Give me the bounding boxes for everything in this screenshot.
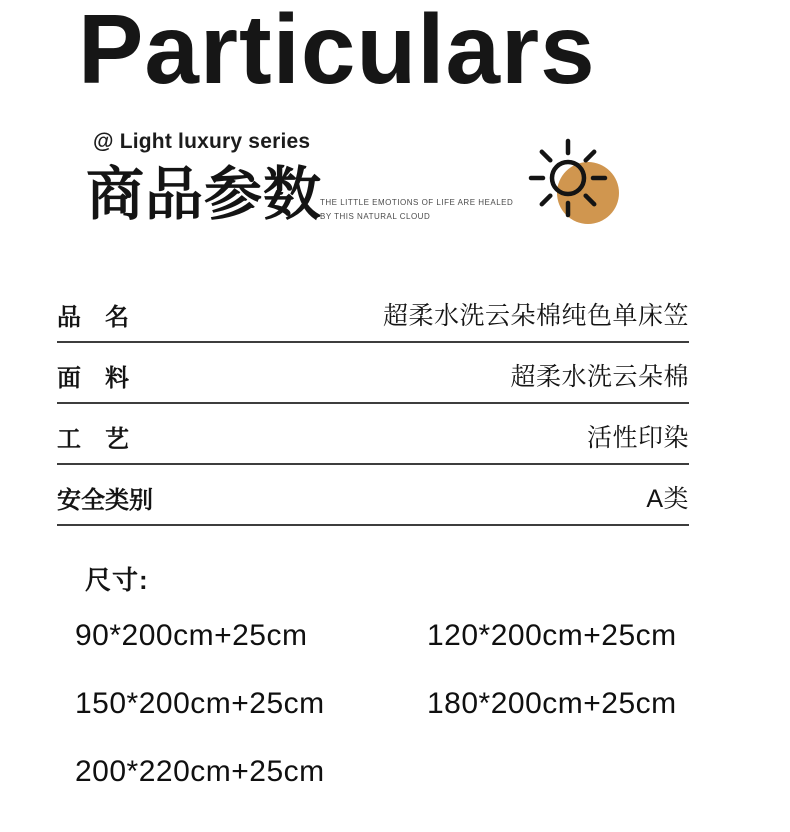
- tagline-line1: THE LITTLE EMOTIONS OF LIFE ARE HEALED: [320, 198, 514, 207]
- spec-value-name: 超柔水洗云朵棉纯色单床笠: [382, 302, 689, 330]
- spec-label-name: 品 名: [57, 304, 129, 331]
- spec-label-safety: 安全类别: [57, 487, 153, 514]
- sizes-grid: [75, 619, 735, 789]
- spec-label-craft: 工 艺: [57, 426, 129, 453]
- tagline-line2: BY THIS NATURAL CLOUD: [320, 212, 431, 221]
- product-parameters-heading: 商品参数: [86, 162, 323, 227]
- spec-row-craft: [57, 404, 689, 465]
- sizes-label: 尺寸:: [85, 565, 149, 595]
- spec-value-craft: 活性印染: [586, 424, 689, 452]
- page-title: Particulars: [78, 0, 596, 104]
- sun-icon: [518, 130, 668, 252]
- series-label: @ Light luxury series: [93, 130, 311, 153]
- tagline: [320, 196, 513, 224]
- size-item-2: 120*200cm+25cm: [427, 619, 677, 652]
- spec-row-safety: [57, 465, 689, 526]
- size-item-1: 90*200cm+25cm: [75, 619, 308, 652]
- spec-table: [57, 282, 689, 526]
- spec-label-fabric: 面 料: [57, 365, 129, 392]
- spec-value-safety: A类: [646, 485, 689, 513]
- sizes-section: [75, 560, 735, 789]
- size-item-3: 150*200cm+25cm: [75, 687, 325, 720]
- size-item-4: 180*200cm+25cm: [427, 687, 677, 720]
- spec-row-fabric: [57, 343, 689, 404]
- spec-value-fabric: 超柔水洗云朵棉: [510, 363, 689, 391]
- size-item-5: 200*220cm+25cm: [75, 755, 325, 788]
- spec-row-name: [57, 282, 689, 343]
